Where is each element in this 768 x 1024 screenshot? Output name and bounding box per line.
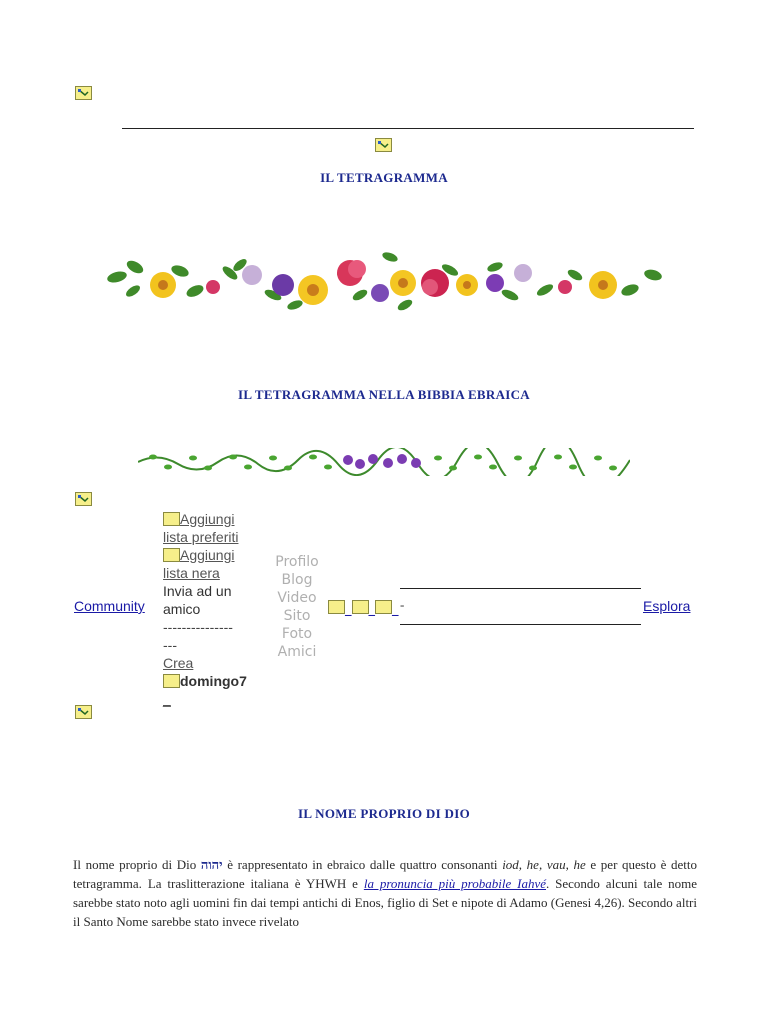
broken-image-icon bbox=[75, 86, 92, 100]
page-title: IL TETRAGRAMMA bbox=[320, 170, 448, 185]
broken-image-icon[interactable] bbox=[328, 600, 345, 614]
username-item[interactable]: domingo7 bbox=[163, 672, 273, 690]
friends-link[interactable]: Amici bbox=[277, 644, 317, 660]
broken-image-icon bbox=[163, 512, 180, 526]
site-link[interactable]: Sito bbox=[283, 608, 311, 624]
video-link[interactable]: Video bbox=[277, 590, 317, 606]
broken-image-icon bbox=[163, 674, 180, 688]
broken-image-icon bbox=[375, 138, 392, 152]
create-item[interactable]: Crea bbox=[163, 655, 194, 671]
consonants-text: iod, he, vau, he bbox=[502, 857, 586, 872]
user-actions-menu bbox=[163, 510, 273, 708]
trailing-link[interactable]: _ bbox=[163, 691, 171, 707]
body-paragraph: Il nome proprio di Dio יהוה è rappresentato in ebraico dalle quattro consonanti iod, he, vau, he e per questo è detto tetragramma. La traslitterazione italiana è YHWH e la pronuncia più probabile Iahvé. Secondo alcuni tale nome sarebbe stato noto agli uomini fin dai tempi antichi di Enos, figlio di Set e nipote di Adamo (Genesi 4,26). Secondo altri il Santo Nome sarebbe stato invece rivelato bbox=[73, 857, 697, 929]
blog-link[interactable]: Blog bbox=[281, 572, 313, 588]
broken-image-icon[interactable] bbox=[352, 600, 369, 614]
photo-link[interactable]: Foto bbox=[281, 626, 313, 642]
flower-garland bbox=[105, 245, 665, 325]
vine-garland bbox=[138, 448, 630, 476]
horizontal-rule bbox=[122, 128, 694, 129]
toolbar-rule-top bbox=[400, 588, 641, 589]
broken-image-icon bbox=[75, 705, 92, 719]
profile-link[interactable]: Profilo bbox=[275, 554, 319, 570]
dash-text: - bbox=[400, 597, 405, 612]
broken-image-icon[interactable] bbox=[375, 600, 392, 614]
section-heading: IL TETRAGRAMMA NELLA BIBBIA EBRAICA bbox=[238, 387, 530, 402]
send-friend-item[interactable]: Invia ad un amico bbox=[163, 583, 232, 617]
subsection-heading: IL NOME PROPRIO DI DIO bbox=[297, 806, 470, 821]
add-favorites-item[interactable]: Aggiungi lista preferiti bbox=[163, 511, 239, 545]
broken-image-icon bbox=[75, 492, 92, 506]
add-blacklist-item[interactable]: Aggiungi lista nera bbox=[163, 547, 235, 581]
broken-image-icon bbox=[163, 548, 180, 562]
toolbar-rule-bottom bbox=[400, 624, 641, 625]
menu-separator: --------------- --- bbox=[163, 619, 233, 653]
icon-group: _ _ _ bbox=[328, 600, 399, 618]
community-link[interactable]: Community bbox=[74, 598, 145, 614]
pronunciation-link[interactable]: la pronuncia più probabile Iahvé bbox=[363, 876, 547, 891]
explore-link[interactable]: Esplora bbox=[643, 598, 691, 614]
profile-menu bbox=[268, 553, 326, 661]
hebrew-tetragrammaton: יהוה bbox=[200, 857, 223, 872]
